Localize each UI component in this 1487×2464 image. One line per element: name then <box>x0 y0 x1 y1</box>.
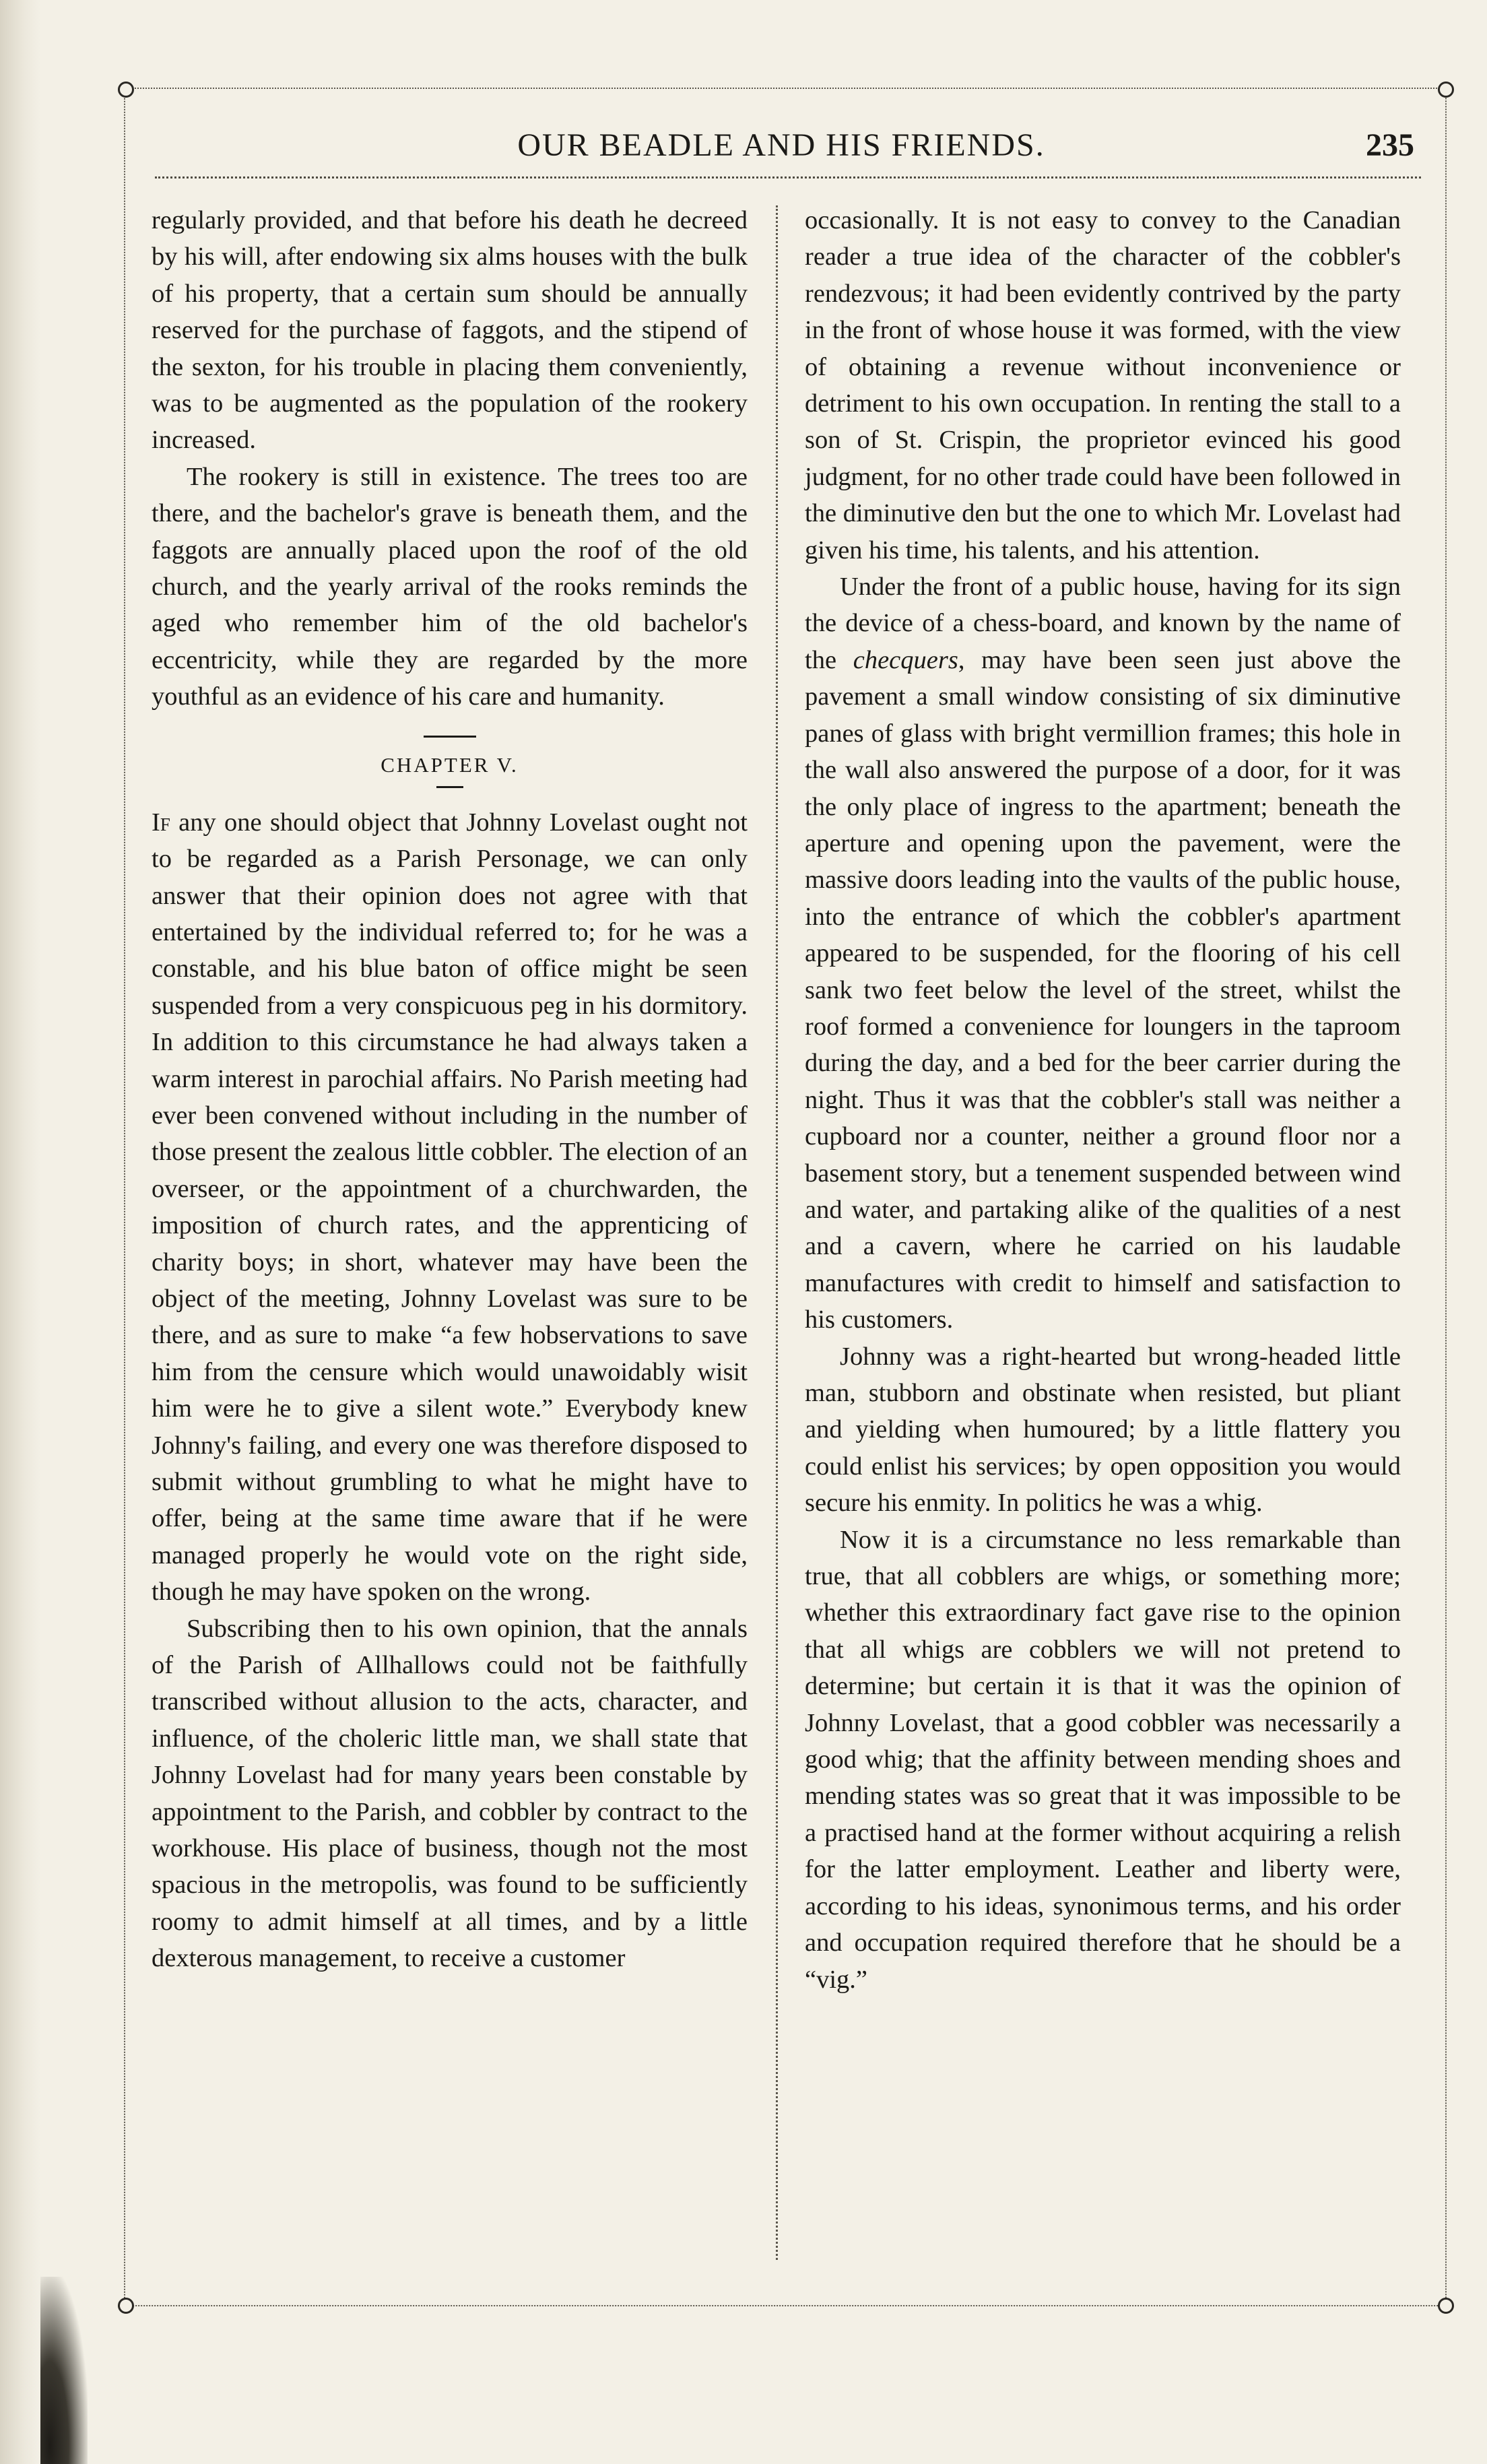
chapter-heading: CHAPTER V. <box>381 752 519 777</box>
corner-ornament-icon <box>118 2298 134 2314</box>
corner-ornament-icon <box>118 82 134 98</box>
column-divider <box>776 205 778 2260</box>
paragraph: regularly provided, and that before his death he decreed by his will, after endowing six alms houses with the bulk of his property, that a certain sum should be annually reserved for the purchase of faggots, and the stipend of the sexton, for his trouble in placing them conveniently, was to be augmented as the population of the rookery increased. <box>152 206 748 455</box>
header-rule <box>155 176 1421 179</box>
binding-mark <box>40 2277 88 2464</box>
paragraph-text: any one should object that Johnny Lovelast ought not to be regarded as a Parish Personage, we can only answer that their opinion does not agree with that entertained by the individual referred to; for he was a constable, and his blue baton of office might be seen suspended from a very conspicuous peg in his dormitory. In addition to this circumstance he had always taken a warm interest in parochial affairs. No Parish meeting had ever been convened without including in the number of those present the zealous little cobbler. The election of an overseer, or the appointment of a churchwarden, the imposition of church rates, and the apprenticing of charity boys; in short, whatever may have been the object of the meeting, Johnny Lovelast was sure to be there, and as sure to make “a few hobservations to save him from the censure which would unawoidably wisit him were he to give a silent wote.” Everybody knew Johnny's failing, and every one was therefore disposed to submit without grumbling to what he might have to offer, being at the same time aware that if he were managed properly he would vote on the right side, though he may have spoken on the wrong. <box>152 808 748 1607</box>
corner-ornament-icon <box>1438 82 1454 98</box>
divider <box>436 786 463 788</box>
paragraph-text: Under the front of a public house, having for its sign the device of a chess-board, and known by the name of the <box>805 573 1401 674</box>
emphasis-text: checquers <box>853 645 958 674</box>
paragraph: Now it is a circumstance no less remarkable than true, that all cobblers are whigs, or something more; whether this extraordinary fact gave rise to the opinion that all whigs are cobblers we will not pretend to determine; but certain it is that it was the opinion of Johnny Lovelast, that a good cobbler was necessarily a good whig; that the affinity between mending shoes and mending states was so great that it was impossible to be a practised hand at the former without acquiring a relish for the latter employment. Leather and liberty were, according to his ideas, synonimous terms, and his order and occupation required therefore that he should be a “vig.” <box>805 1525 1401 1994</box>
corner-ornament-icon <box>1438 2298 1454 2314</box>
paragraph: The rookery is still in existence. The trees too are there, and the bachelor's grave is beneath them, and the faggots are annually placed upon the roof of the old church, and the yearly arrival of the rooks reminds the aged who remember him of the old bachelor's eccentricity, while they are regarded by the more youthful as an evidence of his care and humanity. <box>152 462 748 711</box>
drop-initial: If <box>152 808 170 837</box>
paragraph: Subscribing then to his own opinion, that the annals of the Parish of Allhallows could not be faithfully transcribed without allusion to the acts, character, and influence, of the choleric little man, we shall state that Johnny Lovelast had for many years been constable by appointment to the Parish, and cobbler by contract to the workhouse. His place of business, though not the most spacious in the metropolis, was found to be sufficiently roomy to admit himself at all times, and by a little dexterous management, to receive a customer <box>152 1614 748 1973</box>
page-edge-shadow <box>0 0 40 2464</box>
right-column <box>805 202 1401 1998</box>
paragraph: occasionally. It is not easy to convey to the Canadian reader a true idea of the character of the cobbler's rendezvous; it had been evidently contrived by the party in the front of whose house it was formed, with the view of obtaining a revenue without inconvenience or detriment to his own occupation. In renting the stall to a son of St. Crispin, the proprietor evinced his good judgment, for no other trade could have been followed in the diminutive den but the one to which Mr. Lovelast had given his time, his talents, and his attention. <box>805 206 1401 564</box>
paragraph: Johnny was a right-hearted but wrong-headed little man, stubborn and obstinate when resisted, but pliant and yielding when humoured; by a little flattery you could enlist his services; by open opposition you would secure his enmity. In politics he was a whig. <box>805 1342 1401 1518</box>
page-title: OUR BEADLE AND HIS FRIENDS. <box>517 127 1045 163</box>
paragraph <box>805 569 1401 1338</box>
running-head <box>148 127 1414 181</box>
chapter-break <box>152 715 748 788</box>
page-number: 235 <box>1366 127 1414 163</box>
paragraph <box>152 804 748 1611</box>
left-column <box>152 202 748 1977</box>
divider <box>424 736 476 738</box>
paragraph-text: , may have been seen just above the pavement a small window consisting of six diminutive panes of glass with bright vermillion frames; this hole in the wall also answered the purpose of a door, for it was the only place of ingress to the apartment; beneath the aperture and opening upon the pavement, were the massive doors leading into the vaults of the public house, into the entrance of which the cobbler's apartment appeared to be suspended, for the flooring of his cell sank two feet below the level of the street, whilst the roof formed a convenience for loungers in the taproom during the day, and a bed for the beer carrier during the night. Thus it was that the cobbler's stall was neither a cupboard nor a counter, neither a ground floor nor a basement story, but a tenement suspended between wind and water, and partaking alike of the qualities of a nest and a cavern, where he carried on his laudable manufactures with credit to himself and satisfaction to his customers. <box>805 645 1401 1334</box>
